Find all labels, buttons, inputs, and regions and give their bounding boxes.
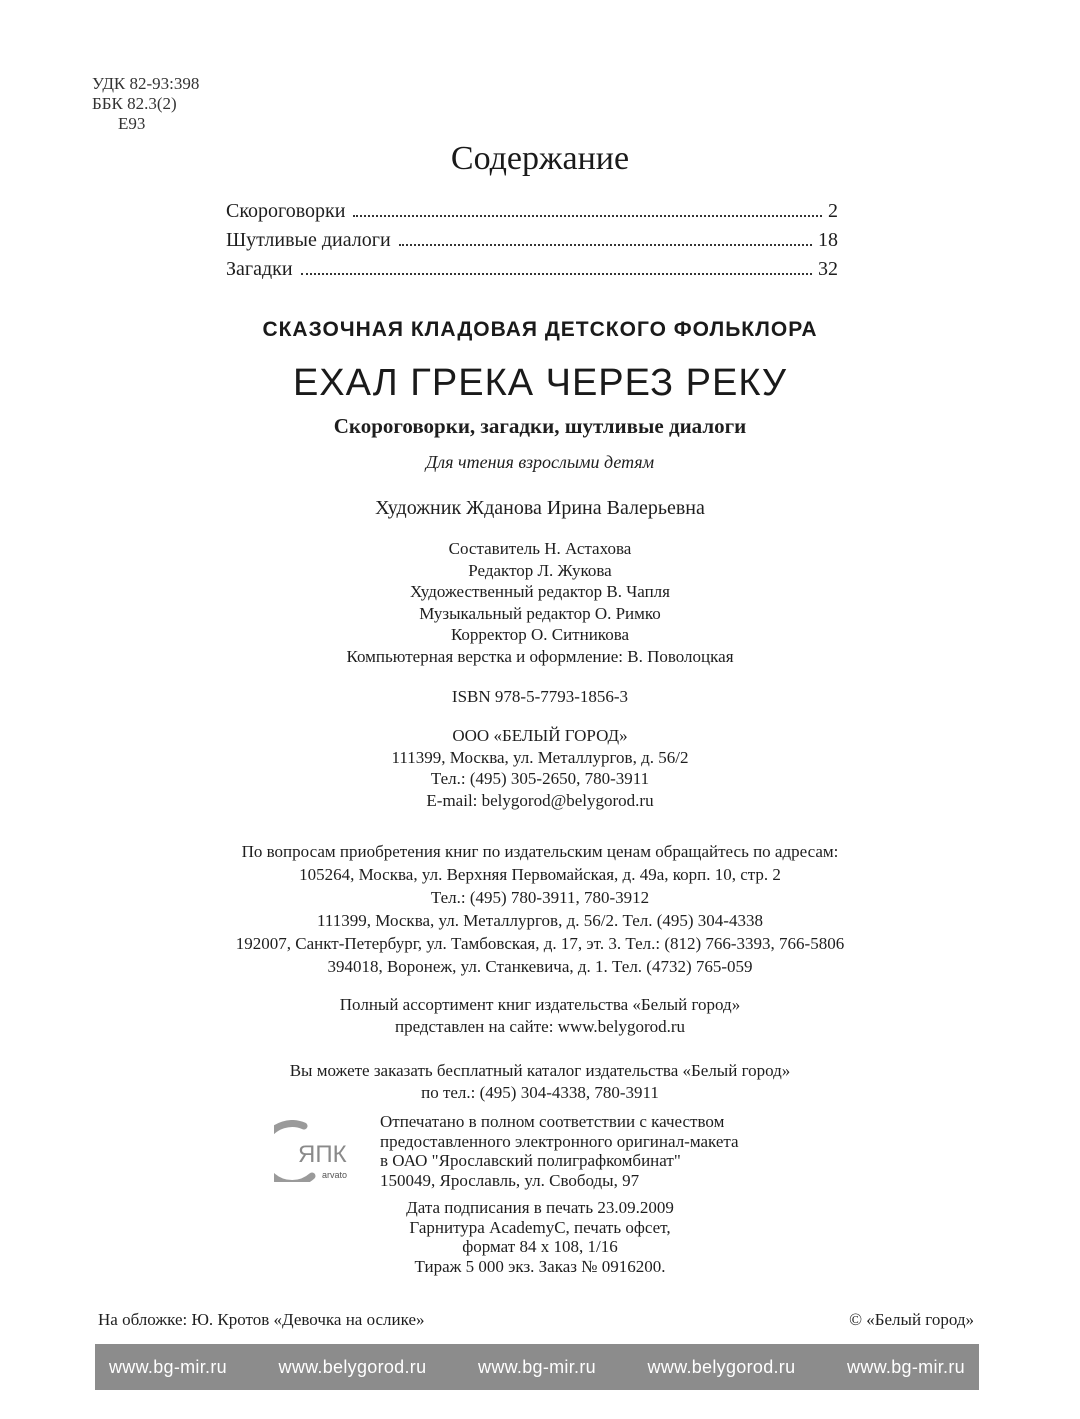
copyright: © «Белый город» (849, 1310, 974, 1329)
editorial-credits (0, 538, 1080, 667)
credit-line: Составитель Н. Астахова (448, 539, 632, 558)
publisher-name: ООО «БЕЛЫЙ ГОРОД» (452, 726, 628, 745)
imprint-line: Тираж 5 000 экз. Заказ № 0916200. (414, 1256, 666, 1276)
sales-line: 105264, Москва, ул. Верхняя Первомайская, д. 49а, корп. 10, стр. 2 (299, 865, 781, 884)
toc-item-page: 32 (818, 258, 838, 280)
audience-note: Для чтения взрослыми детям (425, 452, 655, 472)
toc-item-label: Скороговорки (226, 200, 346, 222)
publisher-address: 111399, Москва, ул. Металлургов, д. 56/2 (391, 747, 689, 767)
toc-item-page: 2 (828, 200, 838, 222)
imprint-line: Дата подписания в печать 23.09.2009 (406, 1198, 674, 1217)
artist-credit: Художник Жданова Ирина Валерьевна (375, 497, 705, 519)
table-of-contents (226, 200, 838, 287)
sales-line: 192007, Санкт-Петербург, ул. Тамбовская, д. 17, эт. 3. Тел.: (812) 766-3393, 766-5806 (235, 934, 845, 953)
assortment-line[interactable]: представлен на сайте: www.belygorod.ru (394, 1016, 686, 1036)
toc-item[interactable] (226, 229, 838, 258)
sales-line: 111399, Москва, ул. Металлургов, д. 56/2. Тел. (495) 304-4338 (317, 911, 763, 930)
isbn: ISBN 978-5-7793-1856-3 (451, 687, 629, 706)
sales-addresses (0, 840, 1080, 978)
imprint-line: формат 84 x 108, 1/16 (462, 1237, 618, 1256)
toc-dot-leader (353, 215, 822, 217)
printer-logo (274, 1120, 366, 1182)
classification-codes (92, 74, 199, 134)
toc-item[interactable] (226, 200, 838, 229)
assortment-line: Полный ассортимент книг издательства «Белый город» (339, 995, 741, 1014)
footer-url-link[interactable]: www.bg-mir.ru (109, 1356, 227, 1377)
sales-line: 394018, Воронеж, ул. Станкевича, д. 1. Тел. (4732) 765-059 (327, 957, 753, 976)
footer-url-link[interactable]: www.bg-mir.ru (847, 1356, 965, 1377)
credit-line: Художественный редактор В. Чапля (410, 582, 670, 601)
printer-line: 150049, Ярославль, ул. Свободы, 97 (380, 1170, 640, 1190)
cover-note: На обложке: Ю. Кротов «Девочка на ослике» (98, 1310, 425, 1329)
series-title: СКАЗОЧНАЯ КЛАДОВАЯ ДЕТСКОГО ФОЛЬКЛОРА (262, 318, 818, 341)
udc-code: УДК 82-93:398 (92, 74, 200, 93)
toc-item-label: Загадки (226, 258, 293, 280)
logo-text: ЯПК (298, 1141, 347, 1168)
book-title: ЕХАЛ ГРЕКА ЧЕРЕЗ РЕКУ (292, 362, 788, 404)
publisher-info (0, 725, 1080, 811)
imprint-line: Гарнитура AcademyC, печать офсет, (409, 1217, 671, 1237)
toc-dot-leader (399, 244, 812, 246)
sales-line: Тел.: (495) 780-3911, 780-3912 (430, 888, 650, 907)
catalog-note (0, 1060, 1080, 1103)
catalog-line: Вы можете заказать бесплатный каталог издательства «Белый город» (289, 1061, 791, 1080)
printer-logo-graphic (274, 1120, 366, 1182)
toc-item-page: 18 (818, 229, 838, 251)
catalog-line: по тел.: (495) 304-4338, 780-3911 (421, 1082, 659, 1102)
footer-url-link[interactable]: www.belygorod.ru (278, 1356, 427, 1377)
credit-line: Корректор О. Ситникова (450, 625, 630, 644)
book-subtitle: Скороговорки, загадки, шутливые диалоги (333, 414, 747, 438)
footer-url-link[interactable]: www.belygorod.ru (647, 1356, 796, 1377)
author-mark: Е93 (118, 114, 146, 133)
footer-url-bar (95, 1344, 979, 1390)
imprint-details (0, 1198, 1080, 1276)
printer-line: предоставленного электронного оригинал-макета (380, 1131, 739, 1151)
credit-line: Компьютерная верстка и оформление: В. Поволоцкая (346, 646, 734, 666)
toc-title: Содержание (450, 140, 630, 177)
footer-url-link[interactable]: www.bg-mir.ru (478, 1356, 596, 1377)
sales-line: По вопросам приобретения книг по издательским ценам обращайтесь по адресам: (241, 842, 839, 861)
toc-item[interactable] (226, 258, 838, 287)
publisher-email[interactable]: E-mail: belygorod@belygorod.ru (426, 790, 654, 810)
bbk-code: ББК 82.3(2) (92, 94, 177, 113)
credit-line: Редактор Л. Жукова (468, 560, 612, 580)
toc-item-label: Шутливые диалоги (226, 229, 391, 251)
printer-info (380, 1112, 739, 1190)
toc-dot-leader (301, 273, 812, 275)
logo-subtext: arvato (322, 1170, 348, 1180)
printer-line: в ОАО "Ярославский полиграфкомбинат" (380, 1151, 681, 1170)
credit-line: Музыкальный редактор О. Римко (419, 603, 661, 623)
publisher-phone: Тел.: (495) 305-2650, 780-3911 (430, 769, 650, 788)
assortment-note (0, 994, 1080, 1037)
printer-line: Отпечатано в полном соответствии с качеством (380, 1112, 725, 1131)
